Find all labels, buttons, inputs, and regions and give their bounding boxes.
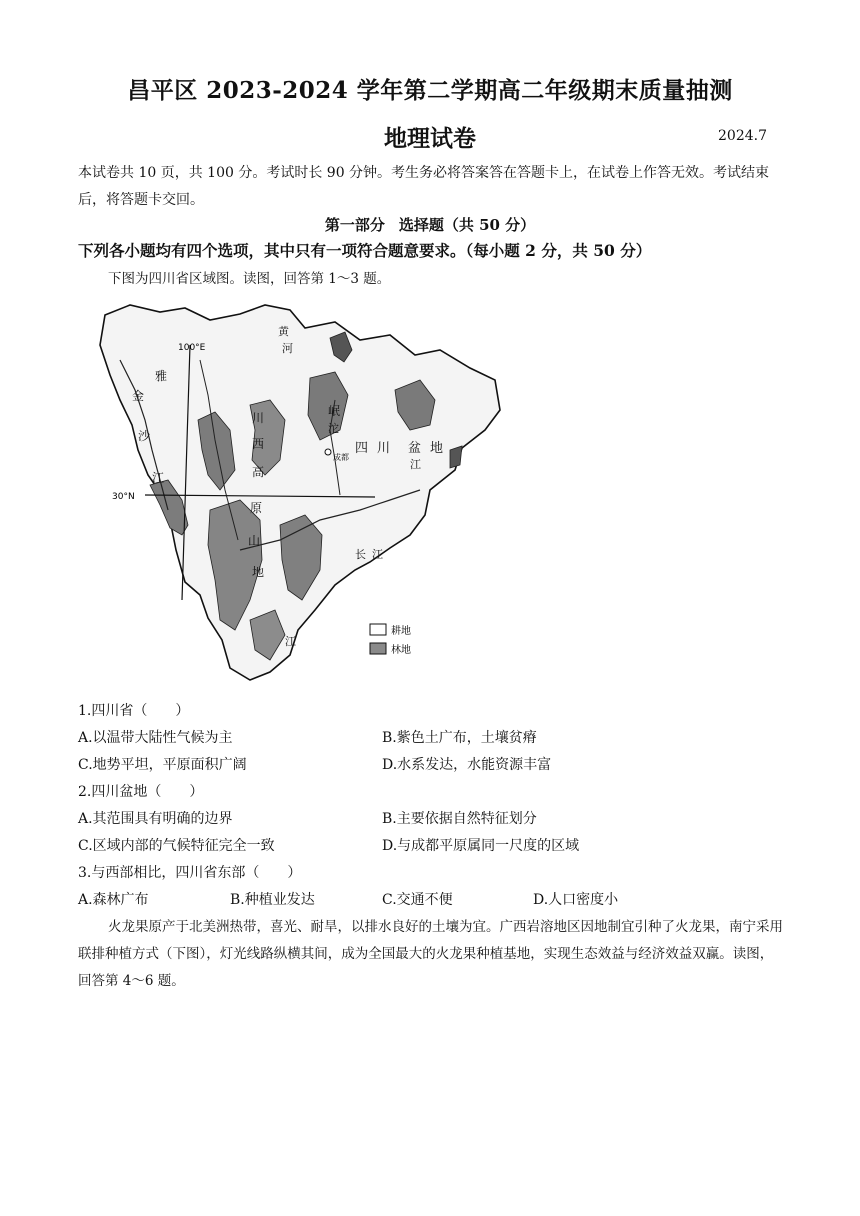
question-1-option-c[interactable]: C.地势平坦，平原面积广阔	[78, 757, 247, 773]
section-type: 选择题（共 50 分）	[398, 216, 536, 234]
sichuan-map	[90, 300, 510, 685]
question-3-stem: 3.与西部相比，四川省东部（ ）	[78, 865, 302, 881]
map-label: 原	[250, 501, 263, 515]
map-label: 地	[252, 565, 265, 579]
exam-intro: 本试卷共 10 页，共 100 分。考试时长 90 分钟。考生务必将答案答在答题卡上，在试卷上作答无效。考试结束后，将答题卡交回。	[78, 165, 770, 208]
section-part: 第一部分	[324, 216, 385, 234]
map-label: 西	[252, 437, 265, 451]
question-2-option-d[interactable]: D.与成都平原属同一尺度的区域	[382, 838, 580, 854]
lon-label: 100°E	[178, 343, 206, 353]
legend-swatch-forest	[370, 643, 386, 654]
section-heading	[0, 214, 860, 235]
question-lead-2: 火龙果原产于北美洲热带，喜光、耐旱，以排水良好的土壤为宜。广西岩溶地区因地制宜引种了火龙果，南宁采用联排种植方式（下图），灯光线路纵横其间，成为全国最大的火龙果种植基地，实现生态效益与经济效益双赢。读图，回答第 4～6 题。	[78, 919, 783, 989]
lat-label: 30°N	[112, 492, 135, 502]
map-label: 长	[355, 548, 366, 561]
question-1-option-a[interactable]: A.以温带大陆性气候为主	[78, 730, 233, 746]
question-1-option-b[interactable]: B.紫色土广布，土壤贫瘠	[382, 730, 537, 746]
map-label: 山	[248, 534, 261, 548]
map-label: 沱	[328, 422, 339, 435]
map-label: 金	[132, 389, 145, 403]
exam-title: 昌平区 2023-2024 学年第二学期高二年级期末质量抽测	[127, 77, 733, 104]
map-label: 川	[377, 441, 391, 456]
map-label: 成都	[333, 453, 349, 462]
question-2-option-b[interactable]: B.主要依据自然特征划分	[382, 811, 537, 827]
map-label: 黄	[278, 325, 289, 338]
question-2-option-c[interactable]: C.区域内部的气候特征完全一致	[78, 838, 275, 854]
map-label: 雅	[155, 369, 168, 383]
map-label: 江	[152, 471, 165, 485]
map-label: 江	[285, 635, 296, 648]
section-instruction: 下列各小题均有四个选项，其中只有一项符合题意要求。（每小题 2 分，共 50 分）	[78, 241, 652, 260]
question-1-option-d[interactable]: D.水系发达，水能资源丰富	[382, 757, 552, 773]
chengdu-marker	[325, 449, 331, 455]
exam-subtitle: 地理试卷	[384, 125, 476, 152]
map-label: 江	[372, 548, 383, 561]
exam-date: 2024.7	[718, 128, 767, 144]
map-label: 四	[355, 441, 369, 456]
map-label: 地	[430, 441, 444, 456]
question-1-stem: 1.四川省（ ）	[78, 703, 190, 719]
question-3-option-d[interactable]: D.人口密度小	[533, 892, 619, 908]
forest-patch	[450, 446, 462, 468]
map-label: 江	[410, 458, 421, 471]
question-3-option-a[interactable]: A.森林广布	[78, 892, 149, 908]
map-label: 沙	[138, 429, 151, 443]
map-label: 盆	[408, 441, 422, 456]
question-2-option-a[interactable]: A.其范围具有明确的边界	[78, 811, 233, 827]
legend-label-forest: 林地	[391, 645, 411, 656]
map-label: 高	[252, 465, 265, 479]
map-label: 川	[252, 411, 265, 425]
legend-swatch-farmland	[370, 624, 386, 635]
question-lead-1: 下图为四川省区域图。读图，回答第 1～3 题。	[108, 271, 391, 287]
question-3-option-b[interactable]: B.种植业发达	[230, 892, 315, 908]
map-label: 岷	[328, 404, 341, 418]
question-2-stem: 2.四川盆地（ ）	[78, 784, 204, 800]
map-label: 河	[282, 342, 293, 355]
question-3-option-c[interactable]: C.交通不便	[382, 892, 453, 908]
legend-label-farmland: 耕地	[391, 626, 411, 637]
